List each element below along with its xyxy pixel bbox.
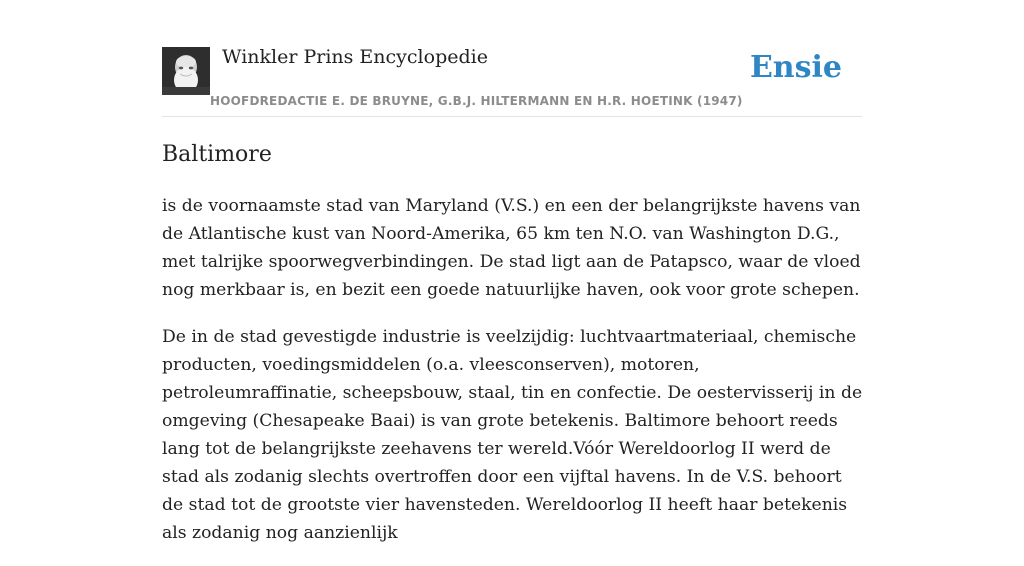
article-paragraph: is de voornaamste stad van Maryland (V.S.) en een der belangrijkste havens van de Atlantische kust van Noord-Amerika, 65 km ten N.O. van Washington D.G., met talrijke spoorwegverbindingen. De stad ligt aan de Patapsco, waar de vloed nog merkbaar is, en bezit een goede natuurlijke haven, ook voor grote schepen. [162, 196, 861, 300]
editors-subtitle: HOOFDREDACTIE E. DE BRUYNE, G.B.J. HILTERMANN EN H.R. HOETINK (1947) [210, 94, 743, 108]
article-title: Baltimore [162, 142, 272, 167]
portrait-icon [162, 47, 210, 95]
ensie-logo-link[interactable]: Ensie [749, 50, 842, 85]
site-title[interactable]: Winkler Prins Encyclopedie [222, 46, 488, 68]
article-paragraph: De in de stad gevestigde industrie is veelzijdig: luchtvaartmateriaal, chemische producten, voedingsmiddelen (o.a. vleesconserven), motoren, petroleumraffinatie, scheepsbouw, staal, tin en confectie. De oestervisserij in de omgeving (Chesapeake Baai) is van grote betekenis. Baltimore behoort reeds lang tot de belangrijkste zeehavens ter wereld.Vóór Wereldoorlog II werd de stad als zodanig slechts overtroffen door een vijftal havens. In de V.S. behoort de stad tot de grootste vier havensteden. Wereldoorlog II heeft haar betekenis als zodanig nog aanzienlijk [162, 327, 863, 543]
site-header [162, 40, 862, 117]
article [162, 140, 867, 566]
